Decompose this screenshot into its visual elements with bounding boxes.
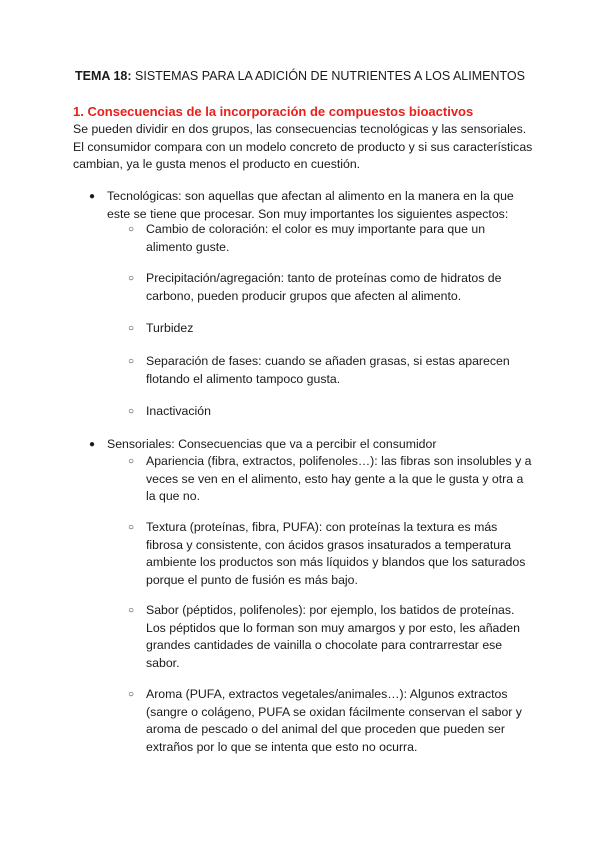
sub-item-line: la que no. bbox=[146, 489, 201, 503]
section-heading: 1. Consecuencias de la incorporación de compuestos bioactivos bbox=[73, 104, 474, 119]
sub-item-line: Separación de fases: cuando se añaden grasas, si estas aparecen bbox=[146, 354, 510, 368]
bullet-line: Sensoriales: Consecuencias que va a percibir el consumidor bbox=[107, 437, 437, 451]
sub-bullet-marker: ○ bbox=[128, 522, 135, 533]
sub-item-line: sabor. bbox=[146, 655, 180, 670]
intro-line: El consumidor compara con un modelo concreto de producto y si sus características bbox=[73, 139, 533, 154]
sub-item-line: Aroma (PUFA, extractos vegetales/animales…): Algunos extractos bbox=[146, 687, 508, 701]
sub-item-line: Sabor (péptidos, polifenoles): por ejemplo, los batidos de proteínas. bbox=[146, 603, 515, 617]
sub-bullet-marker: ○ bbox=[128, 273, 135, 284]
sub-item-textura bbox=[128, 519, 526, 589]
sub-item-line: aroma de pescado o del animal del que proceden que pueden ser bbox=[146, 722, 505, 736]
bullet-marker: ● bbox=[89, 439, 96, 450]
sub-item-line: Inactivación bbox=[146, 404, 211, 418]
bullet-line: este se tiene que procesar. Son muy importantes los siguientes aspectos: bbox=[107, 206, 509, 221]
sub-item-line: carbono, pueden producir grupos que afecten al alimento. bbox=[146, 288, 462, 303]
sub-item-apariencia bbox=[128, 453, 532, 506]
title-prefix: TEMA 18: bbox=[75, 69, 132, 83]
intro-line: Se pueden dividir en dos grupos, las consecuencias tecnológicas y las sensoriales. bbox=[73, 122, 527, 136]
sub-item-line: Apariencia (fibra, extractos, polifenoles…): las fibras son insolubles y a bbox=[146, 454, 532, 468]
sub-item-line: Cambio de coloración: el color es muy importante para que un bbox=[146, 222, 486, 236]
sub-bullet-marker: ○ bbox=[128, 323, 135, 334]
bullet-tecnologicas bbox=[89, 188, 514, 223]
sub-bullet-marker: ○ bbox=[128, 406, 135, 417]
sub-bullet-marker: ○ bbox=[128, 456, 135, 467]
sub-item-line: porque el punto de fusión es más bajo. bbox=[146, 572, 358, 587]
sub-item-precipitacion bbox=[128, 270, 502, 305]
sub-item-line: extraños por lo que se intenta que esto no ocurra. bbox=[146, 739, 418, 754]
sub-item-line: Textura (proteínas, fibra, PUFA): con proteínas la textura es más bbox=[146, 520, 498, 534]
sub-bullet-marker: ○ bbox=[128, 689, 135, 700]
sub-item-line: grandes cantidades de vainilla o chocolate para contrarrestar ese bbox=[146, 638, 503, 652]
intro-paragraph bbox=[73, 121, 533, 174]
sub-item-cambio-coloracion bbox=[128, 221, 486, 256]
bullet-marker: ● bbox=[89, 191, 96, 202]
sub-item-line: Los péptidos que lo forman son muy amargos y por esto, les añaden bbox=[146, 620, 520, 635]
sub-item-line: alimento guste. bbox=[146, 239, 230, 254]
sub-item-aroma bbox=[128, 686, 522, 756]
sub-item-line: Precipitación/agregación: tanto de proteínas como de hidratos de bbox=[146, 271, 502, 285]
sub-item-line: veces se ven en el alimento, esto hay gente a la que le gusta y otra a bbox=[146, 471, 524, 486]
sub-bullet-marker: ○ bbox=[128, 356, 135, 367]
bullet-line: Tecnológicas: son aquellas que afectan al alimento en la manera en la que bbox=[107, 189, 514, 203]
title-text: SISTEMAS PARA LA ADICIÓN DE NUTRIENTES A LOS ALIMENTOS bbox=[131, 69, 525, 83]
sub-item-line: (sangre o colágeno, PUFA se oxidan fácilmente conservan el sabor y bbox=[146, 704, 522, 719]
sub-item-line: fibrosa y consistente, con ácidos grasos insaturados a temperatura bbox=[146, 537, 512, 552]
sub-item-line: flotando el alimento tampoco gusta. bbox=[146, 371, 341, 386]
sub-item-line: ambiente los productos son más líquidos y blandos que los saturados bbox=[146, 555, 526, 569]
sub-item-line: Turbidez bbox=[146, 321, 194, 335]
sub-item-inactivacion bbox=[128, 403, 211, 421]
sub-item-sabor bbox=[128, 602, 520, 672]
intro-line: cambian, ya le gusta menos el producto en cuestión. bbox=[73, 157, 361, 171]
sub-item-turbidez bbox=[128, 320, 194, 338]
sub-bullet-marker: ○ bbox=[128, 605, 135, 616]
bullet-sensoriales bbox=[89, 436, 437, 454]
page-title bbox=[0, 68, 600, 85]
sub-item-separacion-fases bbox=[128, 353, 510, 388]
sub-bullet-marker: ○ bbox=[128, 224, 135, 235]
